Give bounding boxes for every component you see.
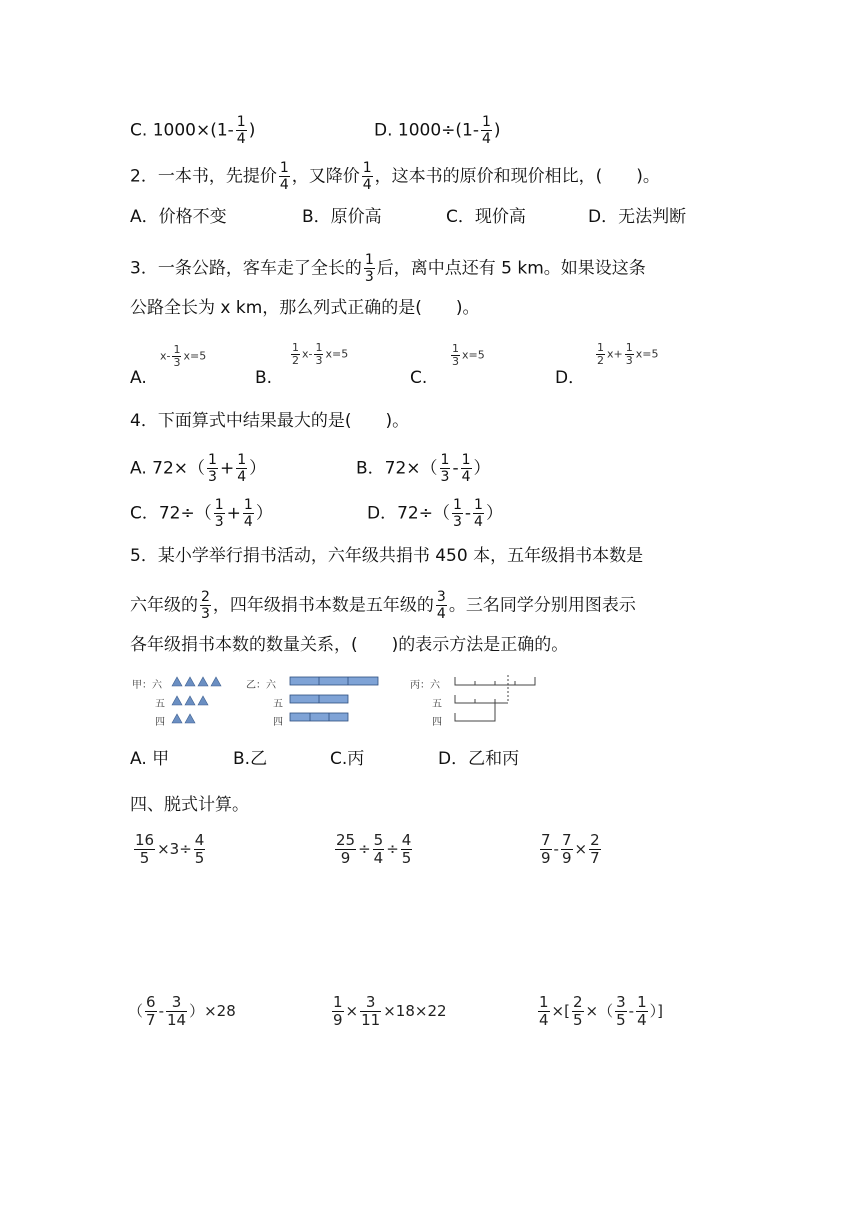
bar-segments: [288, 675, 380, 727]
q3-option-b-label: B.: [255, 368, 273, 388]
q5-option-d: D．乙和丙: [438, 749, 520, 769]
q1-option-d: D. 1000÷(1- $\frac{1}{4}$ ): [374, 114, 501, 147]
fraction: $\frac{1}{3}$: [364, 252, 374, 285]
q5-option-b: B.乙: [233, 749, 268, 769]
q3-option-d-equation: $\frac{1}{2}$ x+ $\frac{1}{3}$ x=5: [597, 341, 659, 367]
q5-question-line2: 六年级的 $\frac{2}{3}$ ，四年级捐书本数是五年级的 $\frac{3}{4}$ 。三名同学分别用图表示: [130, 589, 636, 622]
q5-question-line1: 5．某小学举行捐书活动，六年级共捐书 450 本，五年级捐书本数是: [130, 546, 644, 566]
q2-option-b: B．原价高: [302, 207, 382, 227]
q4-option-d: D．72÷（ $\frac{1}{3}$ - $\frac{1}{4}$ ）: [367, 497, 503, 530]
q3-option-a-equation: x- $\frac{1}{3}$ x=5: [160, 343, 207, 369]
fraction: $\frac{1}{4}$: [236, 114, 246, 147]
q4-option-b: B．72×（ $\frac{1}{3}$ - $\frac{1}{4}$ ）: [356, 452, 491, 485]
q4-question: 4．下面算式中结果最大的是( )。: [130, 411, 410, 431]
q3-question-line1: 3．一条公路，客车走了全长的 $\frac{1}{3}$ 后，离中点还有 5 km。如果设这条: [130, 252, 646, 285]
option-label: C.: [130, 120, 148, 141]
calc-problem-3: $\frac{7}{9}$ - $\frac{7}{9}$ × $\frac{2}{7}$: [541, 831, 600, 867]
q5-option-c: C.丙: [330, 749, 365, 769]
expression: 1000×(1-: [152, 120, 234, 141]
section-title: 四、脱式计算。: [130, 795, 249, 815]
q3-option-c-equation: $\frac{1}{3}$ x=5: [452, 342, 485, 368]
q3-option-c-label: C.: [410, 368, 428, 388]
q2-option-a: A．价格不变: [130, 207, 227, 227]
calc-problem-6: $\frac{1}{4}$ ×[ $\frac{2}{5}$ ×（ $\frac{3}{5}$ - $\frac{1}{4}$ ）]: [539, 993, 663, 1029]
option-label: D.: [374, 120, 393, 141]
q4-option-a: A. 72×（ $\frac{1}{3}$ + $\frac{1}{4}$ ）: [130, 452, 267, 485]
fraction: $\frac{1}{4}$: [362, 160, 372, 193]
q3-option-b-equation: $\frac{1}{2}$ x- $\frac{1}{3}$ x=5: [292, 341, 349, 367]
q1-option-c: C. 1000×(1- $\frac{1}{4}$ ): [130, 114, 256, 147]
fraction: $\frac{1}{4}$: [279, 160, 289, 193]
q3-option-d-label: D．: [555, 368, 586, 388]
calc-problem-2: $\frac{25}{9}$ ÷ $\frac{5}{4}$ ÷ $\frac{4}{5}$: [336, 831, 412, 867]
q3-option-a-label: A.: [130, 368, 147, 388]
q5-question-line3: 各年级捐书本数的数量关系，( )的表示方法是正确的。: [130, 635, 569, 655]
q4-option-c: C．72÷（ $\frac{1}{3}$ + $\frac{1}{4}$ ）: [130, 497, 273, 530]
expression: 1000÷(1-: [397, 120, 479, 141]
calc-problem-4: （ $\frac{6}{7}$ - $\frac{3}{14}$ ）×28: [128, 993, 236, 1029]
calc-problem-1: $\frac{16}{5}$ ×3÷ $\frac{4}{5}$: [135, 831, 205, 867]
triangle-icons: [170, 673, 230, 729]
segment-lines: [450, 673, 542, 729]
q2-option-d: D．无法判断: [588, 207, 687, 227]
q2-option-c: C．现价高: [446, 207, 526, 227]
fraction: $\frac{1}{4}$: [482, 114, 491, 147]
q3-question-line2: 公路全长为 x km，那么列式正确的是( )。: [130, 298, 480, 318]
q5-option-a: A. 甲: [130, 749, 170, 769]
calc-problem-5: $\frac{1}{9}$ × $\frac{3}{11}$ ×18×22: [333, 993, 447, 1029]
q2-question: 2．一本书，先提价 $\frac{1}{4}$ ，又降价 $\frac{1}{4}$ ，这本书的原价和现价相比，( )。: [130, 160, 660, 193]
